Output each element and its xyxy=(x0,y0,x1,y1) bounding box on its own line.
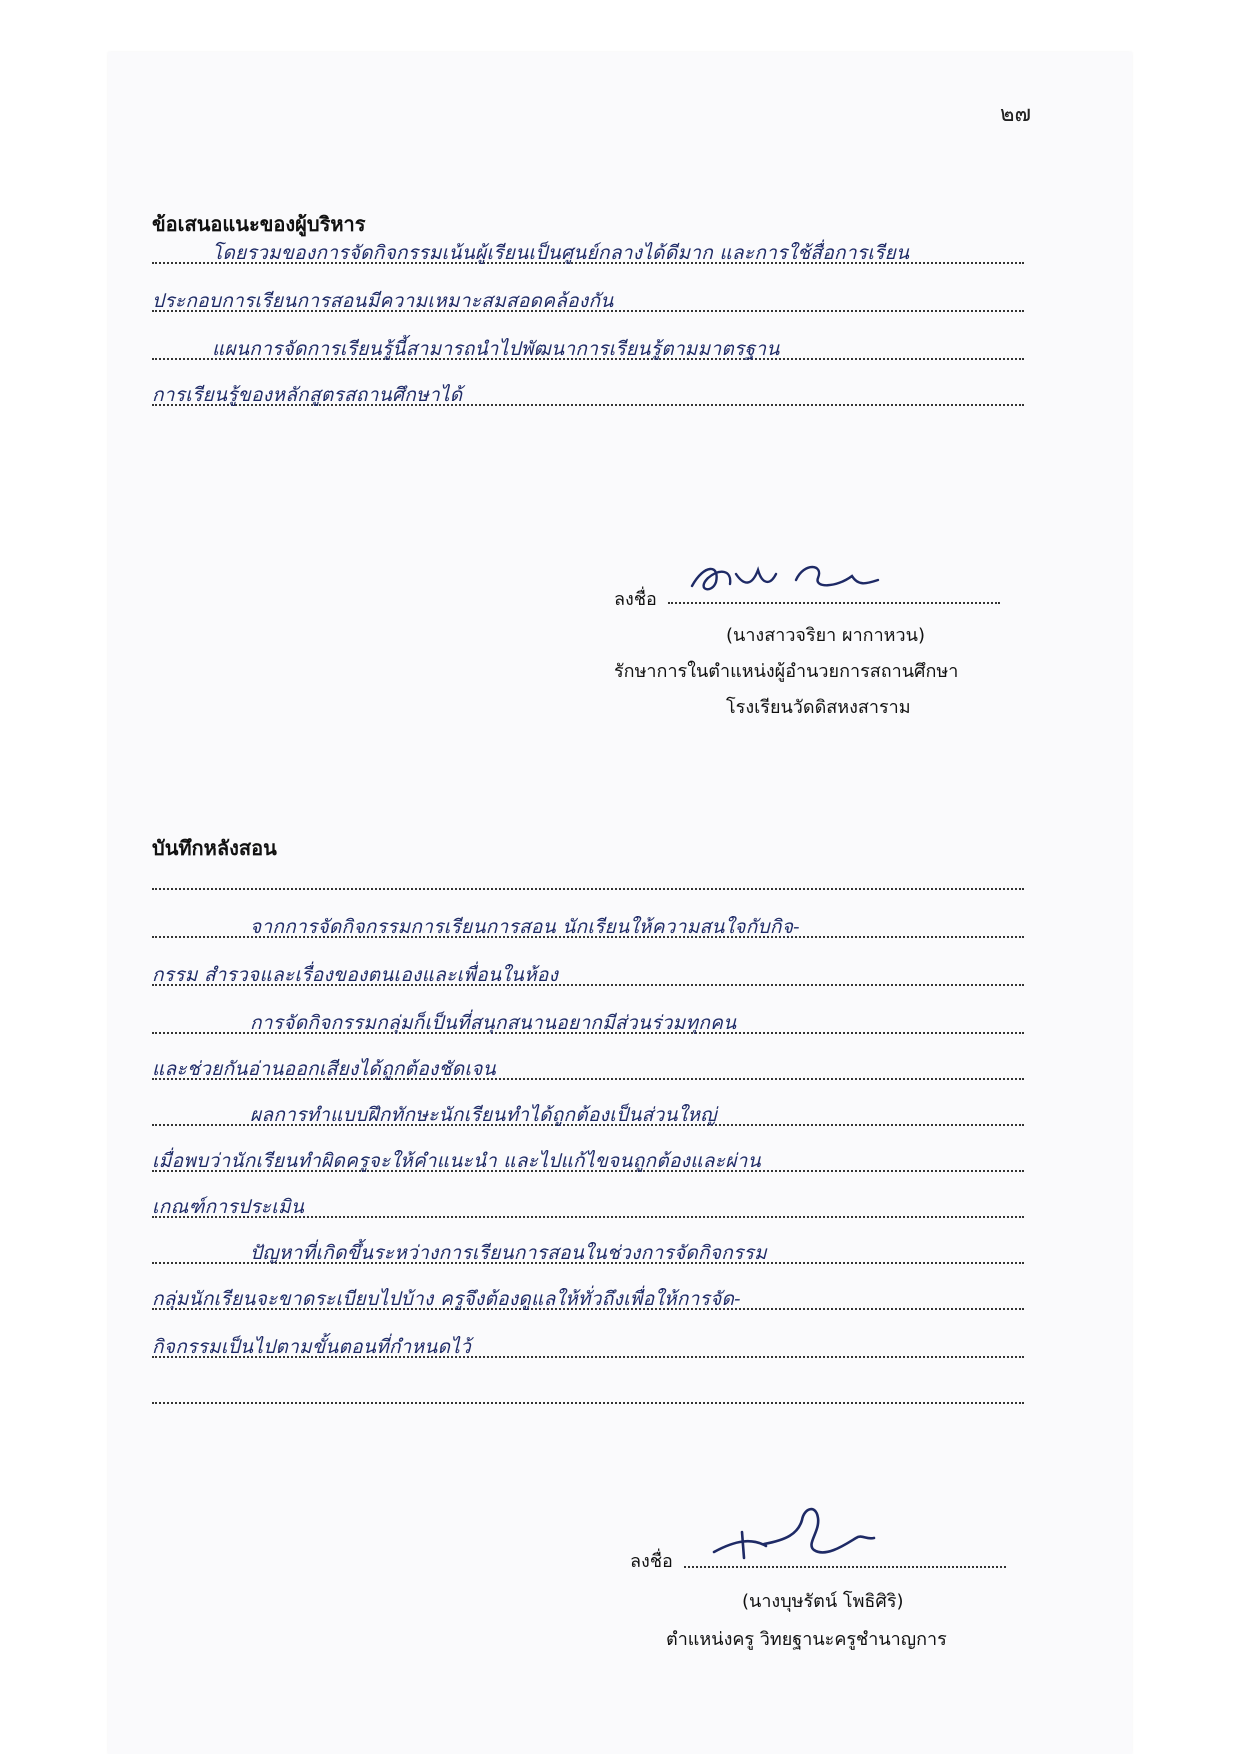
teacher-signature-icon xyxy=(706,1494,896,1564)
admin-signer-position: รักษาการในตำแหน่งผู้อำนวยการสถานศึกษา xyxy=(614,661,959,682)
after-teaching-line: ผลการทำแบบฝึกทักษะนักเรียนทำได้ถูกต้องเป็นส่วนใหญ่ xyxy=(250,1104,717,1126)
after-teaching-line: การจัดกิจกรรมกลุ่มก็เป็นที่สนุกสนานอยากมีส่วนร่วมทุกคน xyxy=(250,1012,737,1034)
dotted-line xyxy=(152,888,1024,890)
signature-line xyxy=(684,1566,1006,1568)
admin-comment-line: โดยรวมของการจัดกิจกรรมเน้นผู้เรียนเป็นศูนย์กลางได้ดีมาก และการใช้สื่อการเรียน xyxy=(212,242,910,264)
admin-comment-line: แผนการจัดการเรียนรู้นี้สามารถนำไปพัฒนาการเรียนรู้ตามมาตรฐาน xyxy=(212,338,780,360)
admin-comment-line: ประกอบการเรียนการสอนมีความเหมาะสมสอดคล้องกัน xyxy=(152,290,614,312)
after-teaching-line: และช่วยกันอ่านออกเสียงได้ถูกต้องชัดเจน xyxy=(152,1058,496,1080)
dotted-line xyxy=(152,1402,1024,1404)
admin-comments-heading: ข้อเสนอแนะของผู้บริหาร xyxy=(152,212,366,236)
after-teaching-line: จากการจัดกิจกรรมการเรียนการสอน นักเรียนให้ความสนใจกับกิจ- xyxy=(250,916,800,938)
admin-comment-line: การเรียนรู้ของหลักสูตรสถานศึกษาได้ xyxy=(152,384,463,406)
after-teaching-line: เมื่อพบว่านักเรียนทำผิดครูจะให้คำแนะนำ และไปแก้ไขจนถูกต้องและผ่าน xyxy=(152,1150,761,1172)
teacher-signer-position: ตำแหน่งครู วิทยฐานะครูชำนาญการ xyxy=(666,1629,947,1650)
after-teaching-line: เกณฑ์การประเมิน xyxy=(152,1196,305,1218)
teacher-signer-name: (นางบุษรัตน์ โพธิศิริ) xyxy=(742,1591,904,1612)
admin-signer-school: โรงเรียนวัดดิสหงสาราม xyxy=(726,697,911,718)
after-teaching-heading: บันทึกหลังสอน xyxy=(152,836,277,860)
signature-label: ลงชื่อ xyxy=(630,1551,673,1572)
signature-label: ลงชื่อ xyxy=(614,589,657,610)
after-teaching-line: ปัญหาที่เกิดขึ้นระหว่างการเรียนการสอนในช่วงการจัดกิจกรรม xyxy=(250,1242,767,1264)
page-number: ๒๗ xyxy=(1000,102,1032,127)
after-teaching-line: กรรม สำรวจและเรื่องของตนเองและเพื่อนในห้อง xyxy=(152,964,559,986)
admin-signature-icon xyxy=(686,556,886,604)
admin-signer-name: (นางสาวจริยา ผากาหวน) xyxy=(726,625,925,646)
after-teaching-line: กิจกรรมเป็นไปตามขั้นตอนที่กำหนดไว้ xyxy=(152,1336,472,1358)
after-teaching-line: กลุ่มนักเรียนจะขาดระเบียบไปบ้าง ครูจึงต้องดูแลให้ทั่วถึงเพื่อให้การจัด- xyxy=(152,1288,741,1310)
